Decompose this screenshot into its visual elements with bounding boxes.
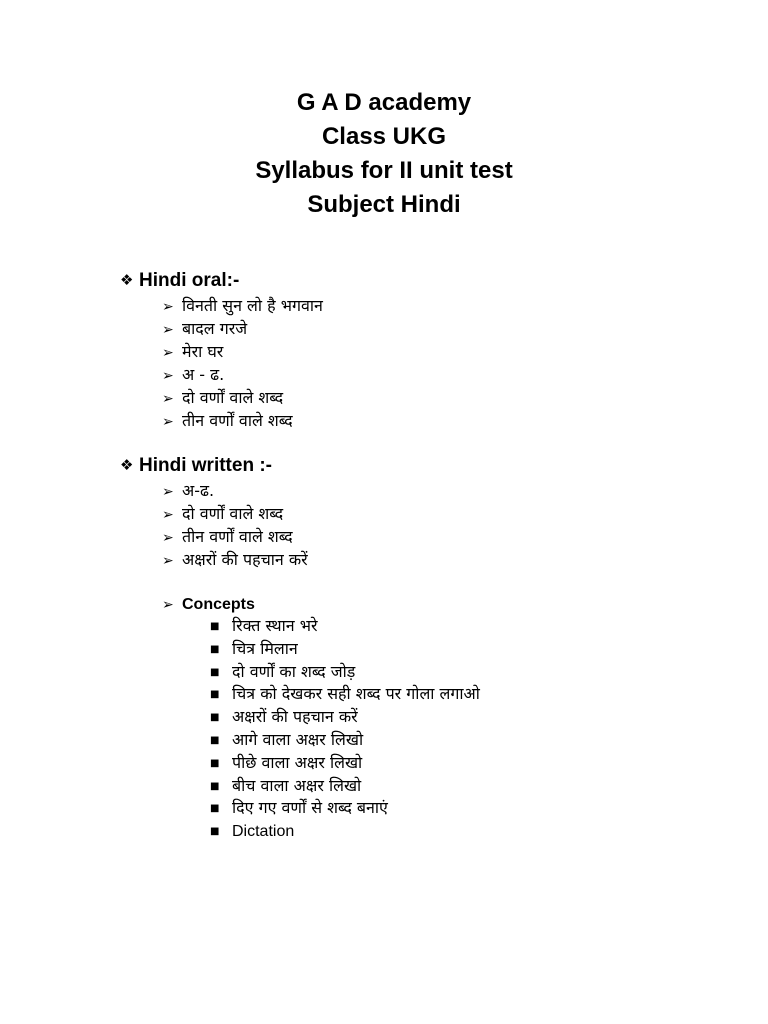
list-item: ■ अक्षरों की पहचान करें bbox=[210, 706, 740, 729]
arrow-bullet-icon: ➢ bbox=[162, 299, 174, 315]
list-item: ➢ अक्षरों की पहचान करें bbox=[162, 548, 740, 571]
class-name: Class UKG bbox=[321, 123, 447, 150]
oral-topic-list bbox=[120, 294, 740, 432]
arrow-bullet-icon: ➢ bbox=[162, 507, 174, 523]
square-bullet-icon: ■ bbox=[210, 780, 220, 792]
school-name: G A D academy bbox=[296, 89, 472, 116]
syllabus-title: Syllabus for II unit test bbox=[255, 157, 513, 184]
square-bullet-icon: ■ bbox=[210, 803, 220, 815]
list-item: ➢ तीन वर्णों वाले शब्द bbox=[162, 525, 740, 548]
arrow-bullet-icon: ➢ bbox=[162, 345, 174, 361]
square-bullet-icon: ■ bbox=[210, 826, 220, 838]
arrow-bullet-icon: ➢ bbox=[162, 597, 174, 613]
arrow-bullet-icon: ➢ bbox=[162, 368, 174, 384]
list-item: ➢ दो वर्णों वाले शब्द bbox=[162, 386, 740, 409]
concepts-list bbox=[120, 615, 740, 843]
list-item: ■ दो वर्णों का शब्द जोड़ bbox=[210, 661, 740, 684]
concepts-title: Concepts bbox=[182, 596, 255, 613]
section-title bbox=[120, 452, 740, 478]
section-hindi-written bbox=[120, 452, 740, 843]
diamond-bullet-icon: ❖ bbox=[120, 456, 134, 474]
arrow-bullet-icon: ➢ bbox=[162, 391, 174, 407]
list-item: ■ आगे वाला अक्षर लिखो bbox=[210, 729, 740, 752]
document-header bbox=[0, 86, 768, 222]
concepts-block bbox=[120, 592, 740, 615]
list-item: ➢ दो वर्णों वाले शब्द bbox=[162, 502, 740, 525]
concepts-heading bbox=[162, 592, 740, 615]
square-bullet-icon: ■ bbox=[210, 689, 220, 701]
arrow-bullet-icon: ➢ bbox=[162, 553, 174, 569]
list-item: ➢ अ - ढ. bbox=[162, 363, 740, 386]
arrow-bullet-icon: ➢ bbox=[162, 484, 174, 500]
section-title-text: Hindi oral:- bbox=[139, 270, 240, 291]
list-item: ■ पीछे वाला अक्षर लिखो bbox=[210, 752, 740, 775]
list-item: ➢ विनती सुन लो है भगवान bbox=[162, 294, 740, 317]
list-item: ➢ अ-ढ. bbox=[162, 479, 740, 502]
square-bullet-icon: ■ bbox=[210, 712, 220, 724]
list-item: ■ चित्र को देखकर सही शब्द पर गोला लगाओ bbox=[210, 683, 740, 706]
list-item: ➢ बादल गरजे bbox=[162, 317, 740, 340]
list-item: ➢ मेरा घर bbox=[162, 340, 740, 363]
square-bullet-icon: ■ bbox=[210, 734, 220, 746]
list-item: ■ दिए गए वर्णों से शब्द बनाएं bbox=[210, 797, 740, 820]
arrow-bullet-icon: ➢ bbox=[162, 322, 174, 338]
arrow-bullet-icon: ➢ bbox=[162, 414, 174, 430]
arrow-bullet-icon: ➢ bbox=[162, 530, 174, 546]
list-item: ➢ तीन वर्णों वाले शब्द bbox=[162, 409, 740, 432]
list-item: ■ चित्र मिलान bbox=[210, 638, 740, 661]
square-bullet-icon: ■ bbox=[210, 757, 220, 769]
section-hindi-oral bbox=[120, 267, 740, 432]
section-title bbox=[120, 267, 740, 293]
list-item: ■ Dictation bbox=[210, 820, 740, 843]
list-item: ■ बीच वाला अक्षर लिखो bbox=[210, 775, 740, 798]
square-bullet-icon: ■ bbox=[210, 643, 220, 655]
subject-name: Subject Hindi bbox=[307, 191, 461, 218]
diamond-bullet-icon: ❖ bbox=[120, 271, 134, 289]
written-topic-list bbox=[120, 479, 740, 571]
list-item: ■ रिक्त स्थान भरे bbox=[210, 615, 740, 638]
square-bullet-icon: ■ bbox=[210, 621, 220, 632]
section-title-text: Hindi written :- bbox=[139, 455, 272, 476]
square-bullet-icon: ■ bbox=[210, 666, 220, 678]
